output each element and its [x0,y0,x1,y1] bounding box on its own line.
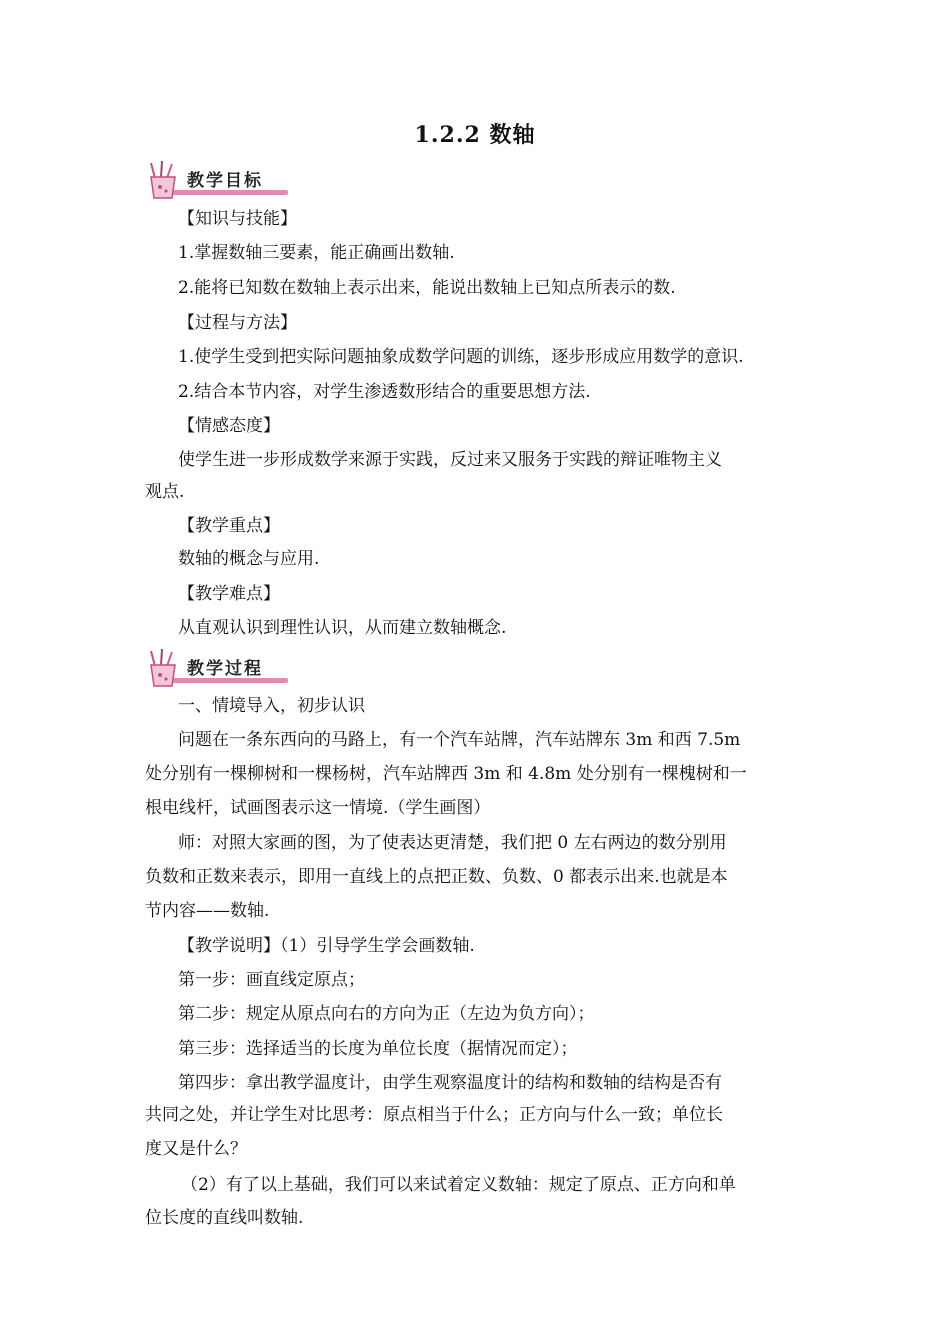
text-line: 1.掌握数轴三要素，能正确画出数轴. [178,243,455,263]
pen-cup-icon [145,160,181,200]
step-2: 第二步：规定从原点向右的方向为正（左边为负方向）； [178,1004,595,1024]
banner-label-goals: 教学目标 [187,171,263,191]
text-line: 2.结合本节内容，对学生渗透数形结合的重要思想方法. [178,382,591,402]
text-line: 度又是什么？ [145,1139,247,1159]
text-line: 根电线杆，试画图表示这一情境.（学生画图） [145,798,491,818]
heading-attitude: 【情感态度】 [178,416,280,436]
teaching-note: 【教学说明】（1）引导学生学会画数轴. [178,936,475,956]
text-line: 数轴的概念与应用. [178,549,320,569]
section-banner-process [145,648,290,688]
text-line: 师：对照大家画的图，为了使表达更清楚，我们把 0 左右两边的数分别用 [178,833,727,853]
heading-process-method: 【过程与方法】 [178,313,297,333]
text-line: 问题在一条东西向的马路上，有一个汽车站牌，汽车站牌东 3m 和西 7.5m [178,730,741,750]
step-4: 第四步：拿出教学温度计，由学生观察温度计的结构和数轴的结构是否有 [178,1073,722,1093]
heading-knowledge: 【知识与技能】 [178,209,297,229]
text-line: 节内容——数轴. [145,901,270,921]
step-3: 第三步：选择适当的长度为单位长度（据情况而定）； [178,1039,578,1059]
banner-label-process: 教学过程 [187,659,263,679]
pen-cup-icon [145,648,181,688]
section-banner-goals [145,160,290,200]
page-title: 1.2.2 数轴 [414,122,536,148]
text-line: 负数和正数来表示，即用一直线上的点把正数、负数、0 都表示出来.也就是本 [145,867,728,887]
text-line: 从直观认识到理性认识，从而建立数轴概念. [178,618,507,638]
text-line: 1.使学生受到把实际问题抽象成数学问题的训练，逐步形成应用数学的意识. [178,347,744,367]
subheading-intro: 一、情境导入，初步认识 [178,696,365,716]
definition-line: （2）有了以上基础，我们可以来试着定义数轴：规定了原点、正方向和单 [181,1175,736,1195]
text-line: 观点. [145,482,185,502]
text-line: 处分别有一棵柳树和一棵杨树，汽车站牌西 3m 和 4.8m 处分别有一棵槐树和一 [145,764,747,784]
text-line: 位长度的直线叫数轴. [145,1208,304,1228]
step-1: 第一步：画直线定原点； [178,970,365,990]
heading-difficulty: 【教学难点】 [178,584,280,604]
text-line: 2.能将已知数在数轴上表示出来，能说出数轴上已知点所表示的数. [178,278,676,298]
text-line: 使学生进一步形成数学来源于实践，反过来又服务于实践的辩证唯物主义 [178,450,722,470]
heading-key-point: 【教学重点】 [178,516,280,536]
text-line: 共同之处，并让学生对比思考：原点相当于什么；正方向与什么一致；单位长 [145,1105,723,1125]
